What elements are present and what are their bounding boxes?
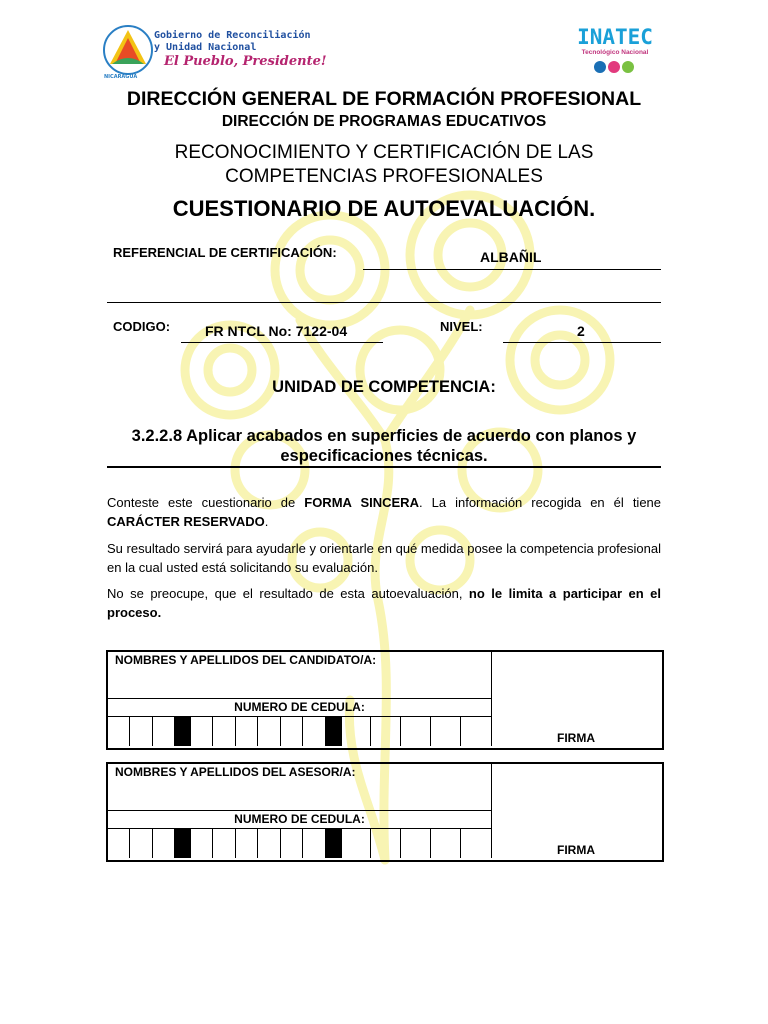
asesor-firma-label: FIRMA	[557, 843, 595, 857]
unidad-label: UNIDAD DE COMPETENCIA:	[272, 378, 496, 396]
cedula-cell[interactable]	[303, 828, 326, 858]
cedula-cell[interactable]	[431, 828, 461, 858]
cedula-cell[interactable]	[303, 716, 326, 746]
cedula-cell[interactable]	[401, 716, 431, 746]
cedula-cell[interactable]	[130, 828, 153, 858]
cedula-cell[interactable]	[153, 716, 175, 746]
cedula-cell[interactable]	[191, 716, 213, 746]
codigo-value: FR NTCL No: 7122-04	[205, 323, 348, 339]
unidad-competencia	[0, 426, 768, 466]
unidad-line2: especificaciones técnicas.	[280, 447, 488, 465]
asesor-cedula-cells	[108, 828, 492, 858]
codigo-underline	[181, 342, 383, 343]
instruction-p1-text2: . La información recogida en él tiene	[418, 495, 662, 510]
cedula-cell[interactable]	[258, 828, 281, 858]
nivel-label: NIVEL:	[440, 319, 483, 334]
candidato-cedula-label: NUMERO DE CEDULA:	[108, 698, 492, 717]
referencial-value: ALBAÑIL	[480, 249, 542, 265]
title-line2: DIRECCIÓN DE PROGRAMAS EDUCATIVOS	[221, 113, 547, 130]
government-logo	[100, 20, 327, 80]
nivel-underline	[503, 342, 661, 343]
cedula-cell[interactable]	[191, 828, 213, 858]
cedula-cell[interactable]	[401, 828, 431, 858]
candidato-firma-label: FIRMA	[557, 731, 595, 745]
instruction-p1-bold2: CARÁCTER RESERVADO	[107, 513, 265, 529]
candidato-box	[106, 650, 664, 750]
candidato-name-label: NOMBRES Y APELLIDOS DEL CANDIDATO/A:	[115, 653, 377, 667]
instruction-p3-bold: no le limita a participar en el proceso.	[107, 586, 661, 620]
gov-slogan: El Pueblo, Presidente!	[164, 54, 327, 69]
asesor-name-label: NOMBRES Y APELLIDOS DEL ASESOR/A:	[115, 765, 356, 779]
candidato-cedula-cells	[108, 716, 492, 746]
instruction-p3	[107, 585, 661, 622]
instruction-p1-text: Conteste este cuestionario de	[107, 495, 305, 510]
nivel-value: 2	[577, 323, 585, 339]
cedula-cell[interactable]	[236, 716, 258, 746]
title-line3b: COMPETENCIAS PROFESIONALES	[225, 166, 543, 187]
cedula-separator	[326, 828, 342, 858]
cedula-cell[interactable]	[281, 828, 303, 858]
cedula-cell[interactable]	[371, 716, 401, 746]
cedula-cell[interactable]	[236, 828, 258, 858]
title-line1: DIRECCIÓN GENERAL DE FORMACIÓN PROFESIONAL	[126, 88, 642, 110]
referencial-label: REFERENCIAL DE CERTIFICACIÓN:	[113, 245, 337, 260]
instruction-p1-bold1: FORMA SINCERA	[304, 495, 419, 510]
instruction-p3-text: No se preocupe, que el resultado de esta autoevaluación,	[107, 586, 469, 601]
svg-text:NICARAGUA: NICARAGUA	[104, 74, 138, 80]
gov-line1: Gobierno de Reconciliación	[154, 30, 311, 41]
cedula-cell[interactable]	[213, 716, 236, 746]
inatec-icons	[580, 59, 650, 75]
inatec-logo	[565, 26, 665, 84]
cedula-cell[interactable]	[342, 716, 371, 746]
codigo-label: CODIGO:	[113, 319, 171, 334]
cedula-cell[interactable]	[342, 828, 371, 858]
instruction-p1-end: .	[264, 513, 269, 529]
cedula-cell[interactable]	[130, 716, 153, 746]
cedula-cell[interactable]	[153, 828, 175, 858]
asesor-cedula-label: NUMERO DE CEDULA:	[108, 810, 492, 829]
inatec-subtitle: Tecnológico Nacional	[581, 49, 649, 56]
cedula-cell[interactable]	[108, 828, 130, 858]
cedula-separator	[326, 716, 342, 746]
gov-emblem-icon	[100, 20, 156, 80]
cedula-cell[interactable]	[258, 716, 281, 746]
inatec-name: INATEC	[577, 25, 653, 49]
cedula-cell[interactable]	[281, 716, 303, 746]
cedula-cell[interactable]	[371, 828, 401, 858]
referencial-underline	[363, 269, 661, 270]
gov-line2: y Unidad Nacional	[154, 42, 257, 53]
instruction-p2: Su resultado servirá para ayudarle y orientarle en qué medida posee la competencia profesional en la cual usted está solicitando su evaluación.	[107, 541, 661, 575]
referencial-second-line	[107, 302, 661, 303]
cedula-cell[interactable]	[108, 716, 130, 746]
cedula-cell[interactable]	[431, 716, 461, 746]
title-line3	[0, 141, 768, 189]
candidato-name-field[interactable]	[108, 652, 492, 699]
unidad-line1: 3.2.2.8 Aplicar acabados en superficies de acuerdo con planos y	[131, 427, 637, 445]
asesor-box	[106, 762, 664, 862]
title-line3a: RECONOCIMIENTO Y CERTIFICACIÓN DE LAS	[174, 142, 594, 163]
cedula-cell[interactable]	[213, 828, 236, 858]
unidad-underline	[107, 466, 661, 468]
cedula-cell[interactable]	[461, 828, 491, 858]
cedula-separator	[175, 828, 191, 858]
cedula-cell[interactable]	[461, 716, 491, 746]
asesor-name-field[interactable]	[108, 764, 492, 811]
instruction-p1	[107, 494, 661, 531]
cedula-separator	[175, 716, 191, 746]
title-line4: CUESTIONARIO DE AUTOEVALUACIÓN.	[172, 196, 596, 221]
